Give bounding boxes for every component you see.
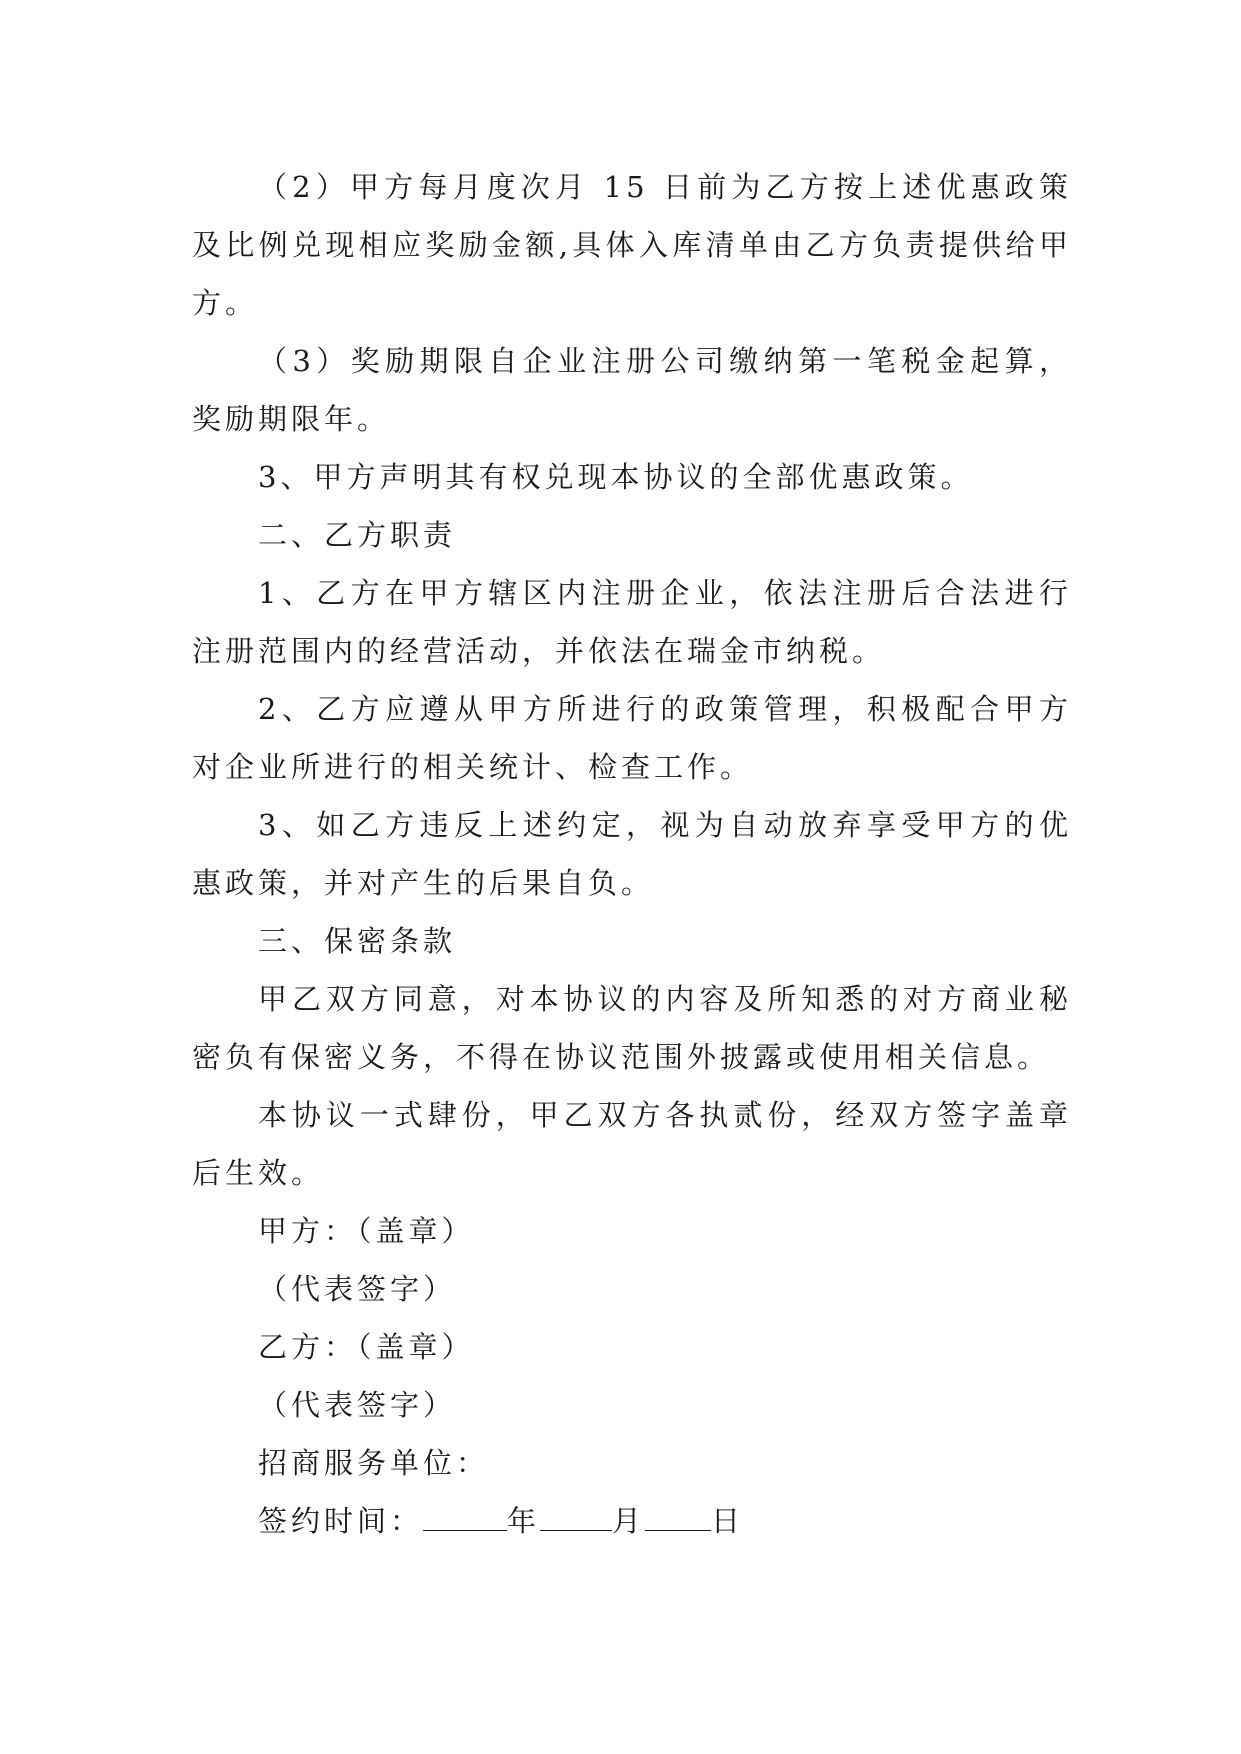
signing-date-label: 签约时间：: [258, 1504, 424, 1538]
copies-clause: 本协议一式肆份，甲乙双方各执贰份，经双方签字盖章后生效。: [192, 1098, 1072, 1190]
section-heading-confidentiality: 三、保密条款: [258, 924, 457, 958]
year-blank: [423, 1500, 507, 1531]
party-a-declaration: 3、甲方声明其有权兑现本协议的全部优惠政策。: [258, 460, 974, 494]
month-label: 月: [612, 1504, 646, 1538]
party-b-duty-1: 1、乙方在甲方辖区内注册企业，依法注册后合法进行注册范围内的经营活动，并依法在瑞金市纳税。: [192, 576, 1072, 668]
party-b-duty-2: 2、乙方应遵从甲方所进行的政策管理，积极配合甲方对企业所进行的相关统计、检查工作。: [192, 692, 1072, 784]
clause-2-payout: （2）甲方每月度次月 15 日前为乙方按上述优惠政策及比例兑现相应奖励金额,具体入库清单由乙方负责提供给甲方。: [192, 170, 1072, 320]
signing-date-line: [192, 1492, 1072, 1550]
year-label: 年: [507, 1504, 541, 1538]
party-b-seal: 乙方：（盖章）: [258, 1330, 475, 1364]
day-blank: [645, 1500, 711, 1531]
party-b-signature: （代表签字）: [258, 1388, 457, 1422]
month-blank: [540, 1500, 612, 1531]
document-body: [192, 158, 1072, 1550]
day-label: 日: [711, 1504, 745, 1538]
party-b-duty-3: 3、如乙方违反上述约定，视为自动放弃享受甲方的优惠政策，并对产生的后果自负。: [192, 808, 1072, 900]
section-heading-party-b: 二、乙方职责: [258, 518, 457, 552]
party-a-seal: 甲方：（盖章）: [258, 1214, 475, 1248]
confidentiality-clause: 甲乙双方同意，对本协议的内容及所知悉的对方商业秘密负有保密义务，不得在协议范围外披露或使用相关信息。: [192, 982, 1072, 1074]
party-a-signature: （代表签字）: [258, 1272, 457, 1306]
service-unit: 招商服务单位：: [258, 1446, 490, 1480]
clause-3-period: （3）奖励期限自企业注册公司缴纳第一笔税金起算，奖励期限年。: [192, 344, 1072, 436]
